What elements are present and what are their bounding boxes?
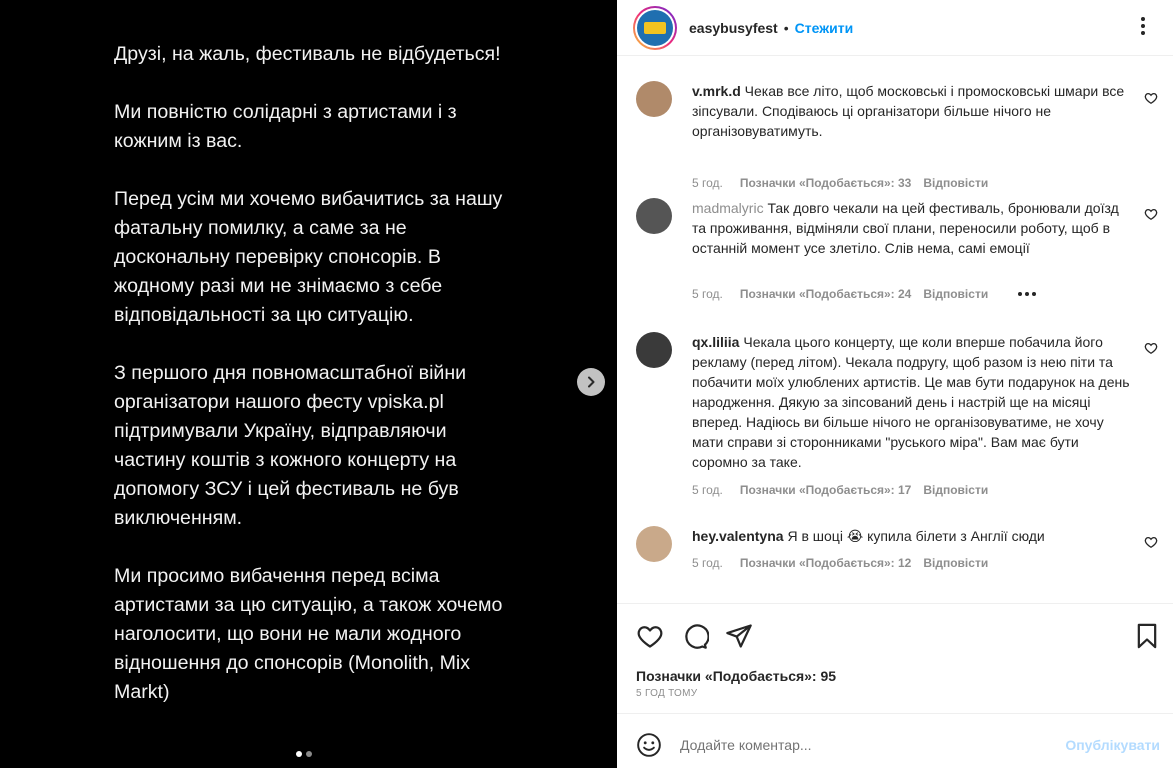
comment-likes[interactable]: Позначки «Подобається»: 24 [739, 287, 912, 301]
commenter-avatar[interactable] [636, 332, 672, 368]
more-dot-icon [1141, 24, 1145, 28]
bookmark-icon[interactable] [1133, 622, 1161, 650]
comment-composer [617, 713, 1173, 768]
more-dot-icon [1141, 17, 1145, 21]
comment-username[interactable]: qx.liliia [692, 334, 740, 350]
share-send-icon[interactable] [725, 622, 753, 650]
post-paragraph: Друзі, на жаль, фестиваль не відбудеться! [114, 43, 501, 65]
post-header [617, 0, 1173, 56]
post-actions [617, 603, 1173, 713]
reply-button[interactable]: Відповісти [923, 287, 989, 301]
post-paragraph: З першого дня повномасштабної війни організатори нашого фесту vpiska.pl підтримували Україну, відправляючи частину коштів з кожного концерту на допомогу ЗСУ і цей фестиваль не був виключенням. [114, 362, 467, 529]
comment-time: 5 год. [692, 287, 723, 301]
heart-icon[interactable] [1144, 91, 1158, 105]
post-image-text [114, 40, 514, 736]
comment-more-button[interactable] [1018, 292, 1036, 296]
comment-text: Я в шоці 😭 купила білети з Англії сюди [787, 528, 1045, 544]
comment-text: Так довго чекали на цей фестиваль, бронювали доїзд та проживання, відміняли свої плани, переносили роботу, щоб в останній момент усе злетіло. Слів нема, самі емоції [692, 200, 1119, 256]
carousel-indicator [296, 751, 312, 757]
header-separator: • [783, 19, 789, 36]
comment-username[interactable]: v.mrk.d [692, 83, 741, 99]
comment-meta [692, 287, 1036, 301]
comment-time: 5 год. [692, 483, 723, 497]
comment-bubble-icon[interactable] [681, 622, 709, 650]
like-heart-icon[interactable] [636, 622, 664, 650]
commenter-avatar[interactable] [636, 198, 672, 234]
comment-username[interactable]: hey.valentyna [692, 528, 784, 544]
heart-icon[interactable] [1144, 207, 1158, 221]
comment-meta [692, 483, 988, 497]
emoji-icon[interactable] [636, 732, 662, 758]
comment-likes[interactable]: Позначки «Подобається»: 12 [739, 556, 912, 570]
account-avatar[interactable] [633, 6, 677, 50]
reply-button[interactable]: Відповісти [923, 483, 989, 497]
heart-icon[interactable] [1144, 341, 1158, 355]
carousel-dot [306, 751, 312, 757]
commenter-avatar[interactable] [636, 81, 672, 117]
comment-input[interactable] [680, 733, 1040, 757]
comment-likes[interactable]: Позначки «Подобається»: 17 [739, 483, 912, 497]
post-paragraph: Ми повністю солідарні з артистами і з кожним із вас. [114, 101, 457, 152]
comments-list[interactable] [617, 57, 1173, 603]
post-paragraph: Ми просимо вибачення перед всіма артистами за цю ситуацію, а також хочемо наголосити, що вони не мали жодного відношення до спонсорів (Monolith, Mix Markt) [114, 565, 503, 703]
heart-icon[interactable] [1144, 535, 1158, 549]
comment-time: 5 год. [692, 556, 723, 570]
more-dot-icon [1141, 31, 1145, 35]
reply-button[interactable]: Відповісти [923, 176, 989, 190]
comment-likes[interactable]: Позначки «Подобається»: 33 [739, 176, 912, 190]
comment-username[interactable]: madmalyric [692, 200, 764, 216]
comment-meta [692, 176, 988, 190]
account-username[interactable]: easybusyfest [689, 19, 778, 36]
publish-button[interactable]: Опублікувати [1065, 737, 1160, 753]
comment-meta [692, 556, 988, 570]
carousel-dot-active [296, 751, 302, 757]
follow-button[interactable]: Стежити [794, 19, 854, 36]
more-options-button[interactable] [1131, 14, 1155, 38]
chevron-right-icon [585, 376, 597, 388]
post-paragraph: Перед усім ми хочемо вибачитись за нашу фатальну помилку, а саме за не доскональну перевірку спонсорів. В жодному разі ми не знімаємо з себе відповідальності за цю ситуацію. [114, 188, 503, 326]
likes-count[interactable]: Позначки «Подобається»: 95 [636, 668, 837, 684]
post-sidebar [617, 0, 1173, 768]
fest-logo [637, 10, 673, 46]
comment-text: Чекав все літо, щоб московські і промосковські шмари все зіпсували. Сподіваюсь ці організатори більше нічого не організовуватимуть. [692, 83, 1125, 139]
comment-text: Чекала цього концерту, ще коли вперше побачила його рекламу (перед літом). Чекала подругу, щоб разом із нею піти та побачити моїх улюблених артистів. Це мав бути подарунок на день народження. Дякую за зіпсований день і настрій ще на місяці вперед. Надіюсь ви більше нічого не організовуватиме, не хочу мати справи зі сторонниками "руського міра". Вам має бути соромно за таке. [692, 334, 1130, 470]
comment-time: 5 год. [692, 176, 723, 190]
carousel-next-button[interactable] [577, 368, 605, 396]
reply-button[interactable]: Відповісти [923, 556, 989, 570]
post-timestamp: 5 ГОД ТОМУ [636, 688, 698, 699]
commenter-avatar[interactable] [636, 526, 672, 562]
